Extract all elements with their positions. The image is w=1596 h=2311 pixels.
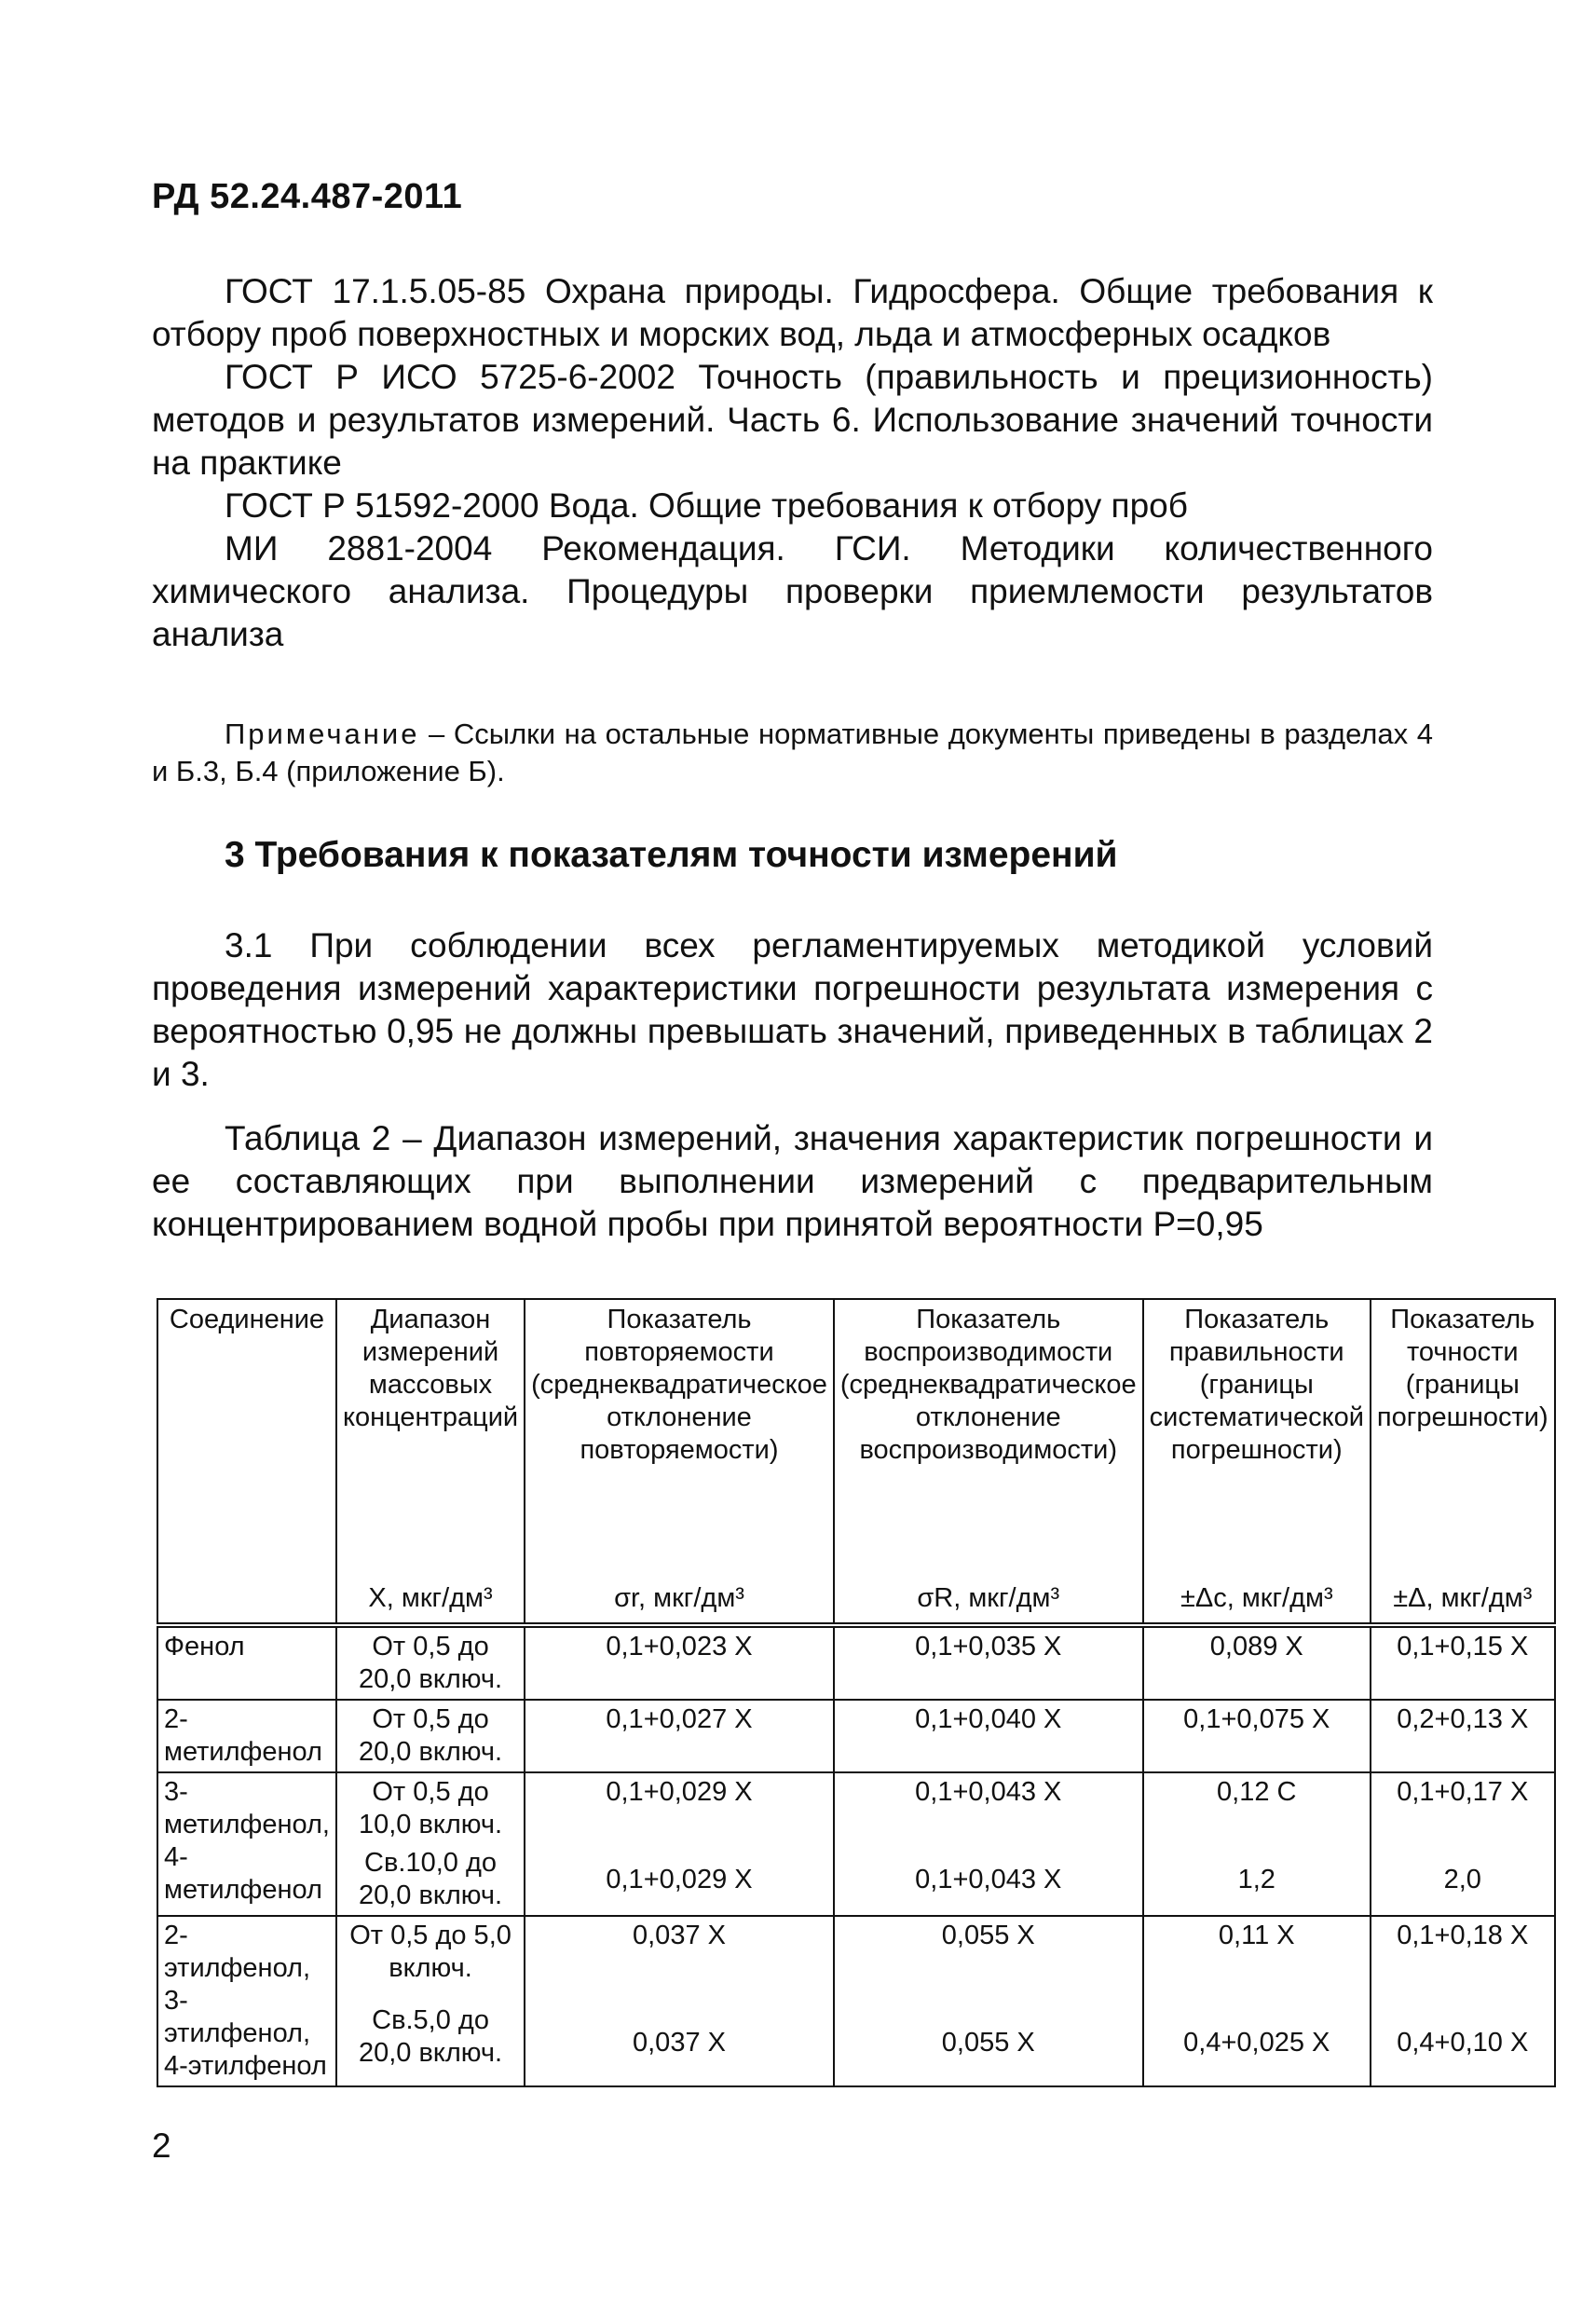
table-row xyxy=(157,1700,1555,1772)
cell-trueness: 0,11 X xyxy=(1143,1916,1371,2002)
document-code: РД 52.24.487-2011 xyxy=(152,177,463,216)
table-row xyxy=(157,1844,1555,1916)
unit-compound xyxy=(157,1579,336,1625)
reference-item: МИ 2881-2004 Рекомендация. ГСИ. Методики количественного химического анализа. Процедуры проверки приемлемости результатов анализа xyxy=(152,529,1433,653)
cell-trueness: 0,089 X xyxy=(1143,1625,1371,1700)
cell-accuracy: 0,4+0,10 X xyxy=(1371,2002,1555,2087)
cell-accuracy: 0,1+0,15 X xyxy=(1371,1625,1555,1700)
accuracy-table xyxy=(157,1298,1556,2087)
reference-item: ГОСТ Р ИСО 5725-6-2002 Точность (правильность и прецизионность) методов и результатов измерений. Часть 6. Использование значений точности на практике xyxy=(152,358,1433,482)
cell-compound: 2-этилфенол, 3-этилфенол, 4-этилфенол xyxy=(157,1916,336,2086)
reference-item: ГОСТ Р 51592-2000 Вода. Общие требования к отбору проб xyxy=(225,486,1188,525)
reference-item: ГОСТ 17.1.5.05-85 Охрана природы. Гидросфера. Общие требования к отбору проб поверхностных и морских вод, льда и атмосферных осадков xyxy=(152,272,1433,353)
unit-reproducibility: σR, мкг/дм³ xyxy=(834,1579,1143,1625)
cell-range: От 0,5 до 20,0 включ. xyxy=(336,1625,525,1700)
cell-range: От 0,5 до 5,0 включ. xyxy=(336,1916,525,2002)
cell-reproducibility: 0,1+0,043 X xyxy=(834,1772,1143,1844)
cell-accuracy: 2,0 xyxy=(1371,1844,1555,1916)
cell-reproducibility: 0,1+0,040 X xyxy=(834,1700,1143,1772)
unit-repeatability: σr, мкг/дм³ xyxy=(525,1579,834,1625)
cell-compound: 2-метилфенол xyxy=(157,1700,336,1772)
table-header-row xyxy=(157,1299,1555,1579)
table-units-row xyxy=(157,1579,1555,1625)
cell-repeatability: 0,1+0,023 X xyxy=(525,1625,834,1700)
cell-repeatability: 0,1+0,027 X xyxy=(525,1700,834,1772)
unit-range: X, мкг/дм³ xyxy=(336,1579,525,1625)
cell-trueness: 0,4+0,025 X xyxy=(1143,2002,1371,2087)
header-reproducibility: Показатель воспроизводимости (среднеквадратическое отклонение воспроизводимости) xyxy=(834,1299,1143,1579)
cell-accuracy: 0,1+0,17 X xyxy=(1371,1772,1555,1844)
cell-compound: Фенол xyxy=(157,1625,336,1700)
cell-repeatability: 0,1+0,029 X xyxy=(525,1772,834,1844)
cell-reproducibility: 0,1+0,035 X xyxy=(834,1625,1143,1700)
references-list xyxy=(152,270,1433,656)
table-caption: Таблица 2 – Диапазон измерений, значения характеристик погрешности и ее составляющих при выполнении измерений с предварительным концентрированием водной пробы при принятой вероятности Р=0,95 xyxy=(152,1119,1433,1243)
cell-range: Св.10,0 до 20,0 включ. xyxy=(336,1844,525,1916)
table-row xyxy=(157,1625,1555,1700)
table-row xyxy=(157,1916,1555,2002)
cell-repeatability: 0,1+0,029 X xyxy=(525,1844,834,1916)
header-range: Диапазон измерений массовых концентраций xyxy=(336,1299,525,1579)
cell-reproducibility: 0,055 X xyxy=(834,1916,1143,2002)
cell-accuracy: 0,2+0,13 X xyxy=(1371,1700,1555,1772)
cell-range: Св.5,0 до 20,0 включ. xyxy=(336,2002,525,2087)
note xyxy=(152,716,1433,790)
page-number: 2 xyxy=(152,2126,171,2165)
header-accuracy: Показатель точности (границы погрешности) xyxy=(1371,1299,1555,1579)
cell-trueness: 0,12 С xyxy=(1143,1772,1371,1844)
cell-repeatability: 0,037 X xyxy=(525,1916,834,2002)
paragraph-3-1: 3.1 При соблюдении всех регламентируемых методикой условий проведения измерений характеристики погрешности результата измерения с вероятностью 0,95 не должны превышать значений, приведенных в таблицах 2 и 3. xyxy=(152,926,1433,1093)
header-trueness: Показатель правильности (границы систематической погрешности) xyxy=(1143,1299,1371,1579)
cell-range: От 0,5 до 10,0 включ. xyxy=(336,1772,525,1844)
cell-repeatability: 0,037 X xyxy=(525,2002,834,2087)
cell-reproducibility: 0,1+0,043 X xyxy=(834,1844,1143,1916)
table-row xyxy=(157,1772,1555,1844)
cell-trueness: 0,1+0,075 X xyxy=(1143,1700,1371,1772)
cell-compound: 3-метилфенол, 4-метилфенол xyxy=(157,1772,336,1916)
note-label: Примечание xyxy=(225,718,420,750)
header-repeatability: Показатель повторяемости (среднеквадратическое отклонение повторяемости) xyxy=(525,1299,834,1579)
table-row xyxy=(157,2002,1555,2087)
cell-range: От 0,5 до 20,0 включ. xyxy=(336,1700,525,1772)
cell-trueness: 1,2 xyxy=(1143,1844,1371,1916)
section-title: 3 Требования к показателям точности измерений xyxy=(225,835,1118,875)
cell-accuracy: 0,1+0,18 X xyxy=(1371,1916,1555,2002)
note-text: – Ссылки на остальные нормативные документы приведены в разделах 4 и Б.3, Б.4 (приложение Б). xyxy=(152,718,1433,787)
unit-trueness: ±Δc, мкг/дм³ xyxy=(1143,1579,1371,1625)
cell-reproducibility: 0,055 X xyxy=(834,2002,1143,2087)
unit-accuracy: ±Δ, мкг/дм³ xyxy=(1371,1579,1555,1625)
header-compound: Соединение xyxy=(157,1299,336,1579)
